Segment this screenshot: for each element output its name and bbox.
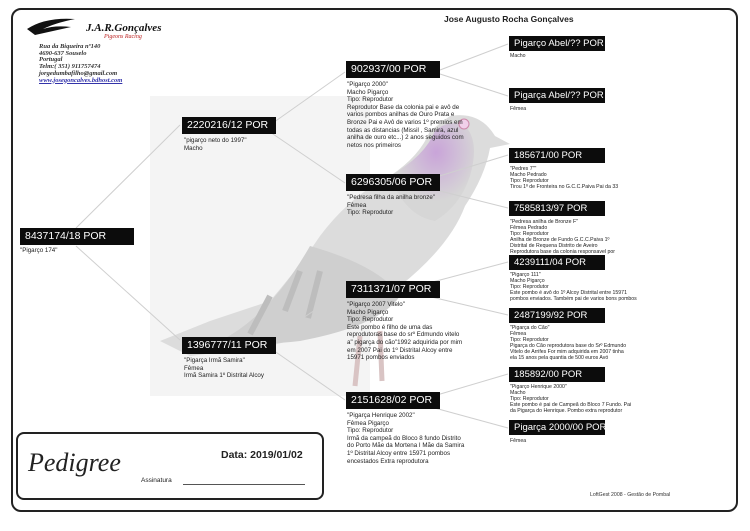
detail-line: Irmã Samira 1º Distrital Alcoy [184,372,264,380]
gen2-sire-details [184,137,304,152]
gen1-ring: 8437174/18 POR [20,228,134,245]
detail-line: Tipo: Reprodutor [347,96,394,104]
detail-line: Tipo: Reprodutor [347,209,394,217]
detail-line: Tipo: Reprodutor [347,427,394,435]
detail-line: "Pedresa filha da anilha bronze" [347,194,435,201]
detail-line: Anilha de Bronze de Fundo G.C.C.Paiva 1º Distrital de Requena Distrito de Aveiro Reprodutora base da colonia responsavel por [510,237,615,256]
detail-line: Tirou 1º de Fronteira no G.C.C.Paiva Pai da 33 [510,184,619,191]
swoosh-logo-icon [25,15,85,37]
detail-line: Fêmea [510,331,527,338]
footer-credit: LoftGest 2008 - Gestão de Pombal [590,492,671,498]
detail-line: "Pedres 7"" [510,166,537,172]
breeder-name: J.A.R.Gonçalves [86,22,162,34]
detail-line: Fêmea [347,201,367,209]
pedigree-title: Pedigree [28,448,121,477]
gen4-8-details [510,438,620,444]
detail-line: Macho Pigarço [347,88,389,96]
gen1-details [20,247,140,255]
address-line: Portugal [39,56,63,64]
detail-line: "Pigarça Irmã Samira" [184,357,245,364]
detail-line: Irmã da campeã do Bloco 8 fundo Distrito do Porto Mãe da Mortena I Mãe da Samira 1º Distrital Alcoy entre 15971 pombos encestados Extra reprodutora [347,434,465,465]
address-line: jorgedumbafilho@gmail.com [39,69,118,77]
date-label: Data: 2019/01/02 [221,449,303,461]
detail-line: Macho Pedrado [510,172,547,179]
detail-line: Este pombo é avô do 1º Alcoy Distrital entre 15971 pombos enviados. Também pai de varios bons pombos [510,290,637,303]
detail-line: "Pigarço 111" [510,272,541,278]
gen4-4-details [510,219,622,256]
detail-line: "Pigarça Henrique 2002" [347,412,415,419]
detail-line: Fêmea [510,438,527,444]
signature-label: Assinatura [141,477,172,484]
gen4-ring-8: Pigarça 2000/00 POR [509,420,605,435]
gen4-ring-4: 7585813/97 POR [509,201,605,216]
detail-line: Tipo: Reprodutor [510,231,549,238]
detail-line: Tipo: Reprodutor [510,337,549,344]
detail-line: "pigarço neto do 1997" [184,137,247,144]
gen2-ring-dam: 1396777/11 POR [182,337,276,354]
detail-line: "Pigarço Henrique 2000" [510,384,567,390]
owner-name: Jose Augusto Rocha Gonçalves [444,14,574,24]
breeder-address [39,44,122,84]
detail-line: "Pedresa anilha de Bronze F" [510,219,578,225]
website-link[interactable]: www.josegoncalves.bdhost.com [39,76,123,84]
detail-line: "Pigarça do Cão" [510,325,550,331]
detail-line: Tipo: Reprodutor [510,396,549,403]
gen4-ring-6: 2487199/92 POR [509,308,605,323]
gen3-ring-1: 902937/00 POR [346,61,440,78]
detail-line: Macho [184,144,203,152]
detail-line: Fêmea Pigarço [347,419,389,427]
gen4-ring-3: 185671/00 POR [509,148,605,163]
detail-line: Macho Pigarço [510,278,545,285]
gen3-ring-4: 2151628/02 POR [346,392,440,409]
gen4-7-details [510,384,638,414]
gen4-3-details [510,166,628,190]
breeder-subtitle: Pigeons Racing [104,34,142,40]
detail-line: Tipo: Reprodutor [510,284,549,291]
gen3-1-details [347,81,472,149]
gen4-2-details [510,106,620,112]
gen4-ring-7: 185892/00 POR [509,367,605,382]
detail-line: Fêmea [510,106,527,112]
detail-line: Este pombo é pai de Campeã do Bloco 7 Fundo. Pai da Pigarça do Henrique. Pombo extra reprodutor [510,402,632,415]
gen4-ring-5: 4239111/04 POR [509,255,605,270]
detail-line: Este pombo é filho de uma das reprodutoras base do srº Edmundo vitelo a" pigarça do cão"1992 adquirida por mim em 2007 Pai do 1º Distrital Alcoy entre 15971 pombos enviados [347,323,463,362]
detail-line: "Pigarço 2007 Vitelo" [347,301,405,308]
gen2-dam-details [184,357,324,380]
detail-line: "Pigarço 2000" [347,81,388,88]
detail-line: "Pigarço 174" [20,247,58,254]
gen4-ring-2: Pigarça Abel/?? POR [509,88,605,103]
gen4-5-details [510,272,638,302]
gen4-6-details [510,325,630,362]
gen3-3-details [347,301,465,362]
gen3-ring-3: 7311371/07 POR [346,281,440,298]
detail-line: Macho [510,390,526,397]
gen3-2-details [347,194,472,217]
gen3-ring-2: 6296305/06 POR [346,174,440,191]
detail-line: Pigarça do Cão reprodutora base do Srº Edmundo Vitelo de Arrifes For mim adquirida em 2007 tinha ela 15 anos pela quantia de 500 euros Avó [510,343,627,362]
gen2-ring-sire: 2220216/12 POR [182,117,276,134]
detail-line: Tipo: Reprodutor [510,178,549,185]
gen3-4-details [347,412,465,465]
gen4-1-details [510,53,620,59]
address-line: Rua da Biqueira nº140 [39,43,101,50]
detail-line: Reprodutor Base da colonia pai e avô de varios pombos anilhas de Ouro Prata e Bronze Pai e Avô de varios 1º premios em todas as distancias (Missil , Samira, azul anilha de ouro etc...) 2 anos seguidos com netos nos primeiros [347,103,464,149]
address-line: 4690-637 Souselo [39,49,87,57]
signature-line[interactable] [183,484,305,485]
detail-line: Macho [510,53,526,59]
detail-line: Fêmea Pedrado [510,225,548,232]
detail-line: Tipo: Reprodutor [347,316,394,324]
address-line: Telm:( 351) 911757474 [39,63,101,71]
gen4-ring-1: Pigarço Abel/?? POR [509,36,605,51]
detail-line: Fêmea [184,364,204,372]
detail-line: Macho Pigarço [347,308,389,316]
